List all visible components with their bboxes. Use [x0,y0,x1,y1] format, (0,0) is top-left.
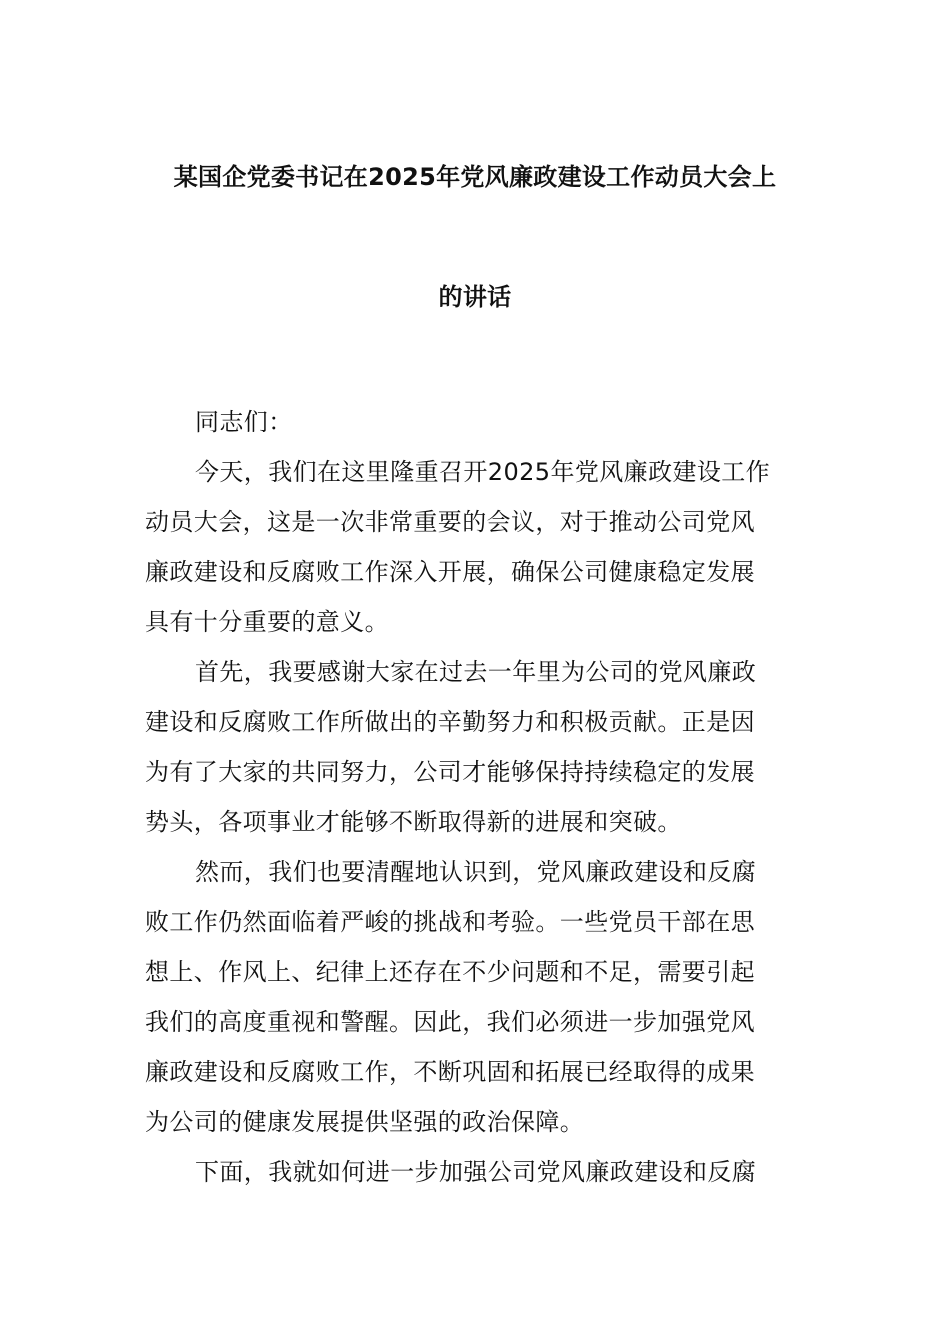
paragraph-2-line: 首先，我要感谢大家在过去一年里为公司的党风廉政 [195,658,757,686]
paragraph-1-line: 廉政建设和反腐败工作深入开展，确保公司健康稳定发展 [145,558,755,586]
paragraph-3-line: 为公司的健康发展提供坚强的政治保障。 [145,1108,585,1136]
salutation-line: 同志们： [195,408,293,436]
paragraph-3-line: 败工作仍然面临着严峻的挑战和考验。一些党员干部在思 [145,908,755,936]
paragraph-1-line: 动员大会，这是一次非常重要的会议，对于推动公司党风 [145,508,755,536]
paragraph-1-line: 具有十分重要的意义。 [145,608,389,636]
paragraph-3-line: 我们的高度重视和警醒。因此，我们必须进一步加强党风 [145,1008,755,1036]
paragraph-2-line: 势头，各项事业才能够不断取得新的进展和突破。 [145,808,682,836]
paragraph-2-line: 为有了大家的共同努力，公司才能够保持持续稳定的发展 [145,758,755,786]
document-title-line-1: 某国企党委书记在2025年党风廉政建设工作动员大会上 [173,163,777,191]
paragraph-4-line: 下面，我就如何进一步加强公司党风廉政建设和反腐 [195,1158,757,1186]
document-body [145,400,807,1200]
document-title-line-2: 的讲话 [438,283,512,311]
paragraph-1-line: 今天，我们在这里隆重召开2025年党风廉政建设工作 [195,458,771,486]
paragraph-3-line: 廉政建设和反腐败工作，不断巩固和拓展已经取得的成果 [145,1058,755,1086]
paragraph-3-line: 然而，我们也要清醒地认识到，党风廉政建设和反腐 [195,858,757,886]
paragraph-3-line: 想上、作风上、纪律上还存在不少问题和不足，需要引起 [145,958,755,986]
paragraph-2-line: 建设和反腐败工作所做出的辛勤努力和积极贡献。正是因 [145,708,755,736]
